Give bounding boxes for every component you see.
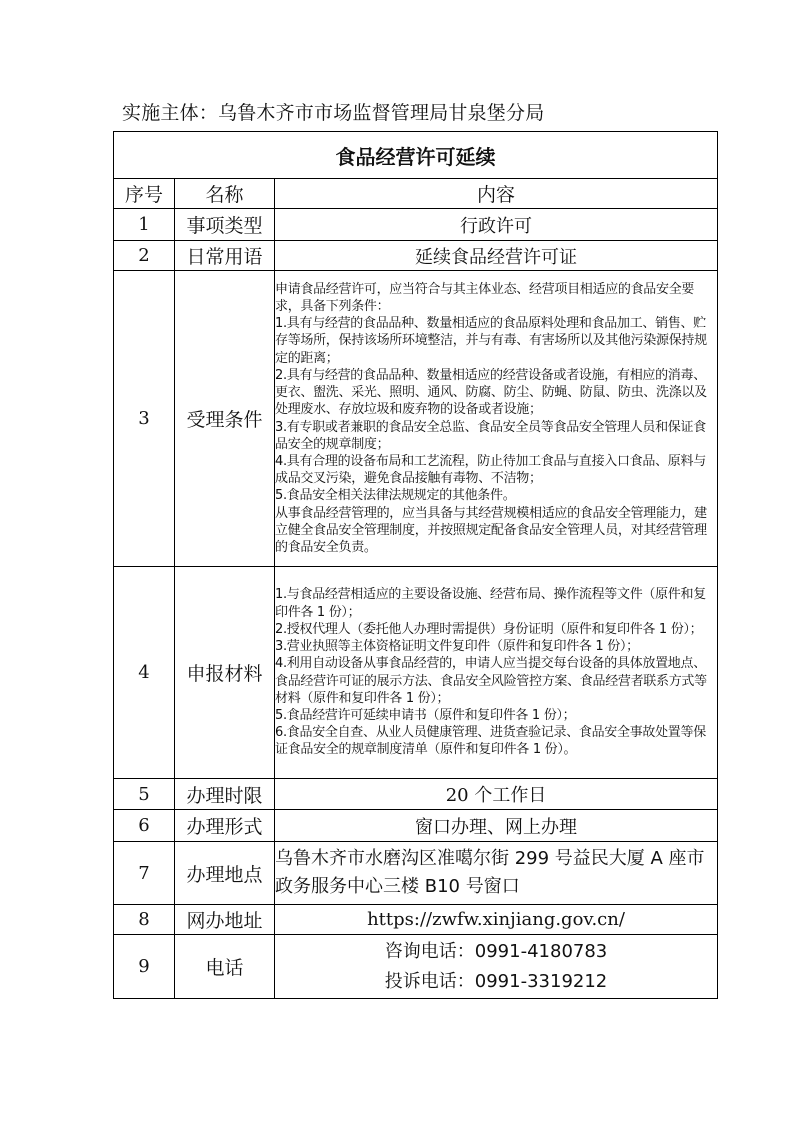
- material-item: 4.利用自动设备从事食品经营的，申请人应当提交每台设备的具体放置地点、食品经营许可证的展示方法、食品安全风险管控方案、食品经营者联系方式等材料（原件和复印件各 1 份）；: [275, 656, 707, 706]
- row-name: 事项类型: [175, 209, 275, 241]
- condition-paragraph: 从事食品经营管理的，应当具备与其经营规模相适应的食品安全管理能力，建立健全食品安全管理制度，并按照规定配备食品安全管理人员，对其经营管理的食品安全负责。: [275, 505, 707, 555]
- row-content: 20 个工作日: [275, 779, 718, 810]
- acceptance-conditions: [275, 271, 718, 567]
- condition-paragraph: 2.具有与经营的食品品种、数量相适应的经营设备或者设施，有相应的消毒、更衣、盥洗、采光、照明、通风、防腐、防尘、防蝇、防鼠、防虫、洗涤以及处理废水、存放垃圾和废弃物的设备或者设施；: [275, 367, 707, 418]
- complaint-phone: 投诉电话：0991-3319212: [384, 970, 608, 992]
- row-content: 延续食品经营许可证: [275, 241, 718, 271]
- condition-paragraph: 5.食品安全相关法律法规规定的其他条件。: [275, 488, 516, 504]
- condition-paragraph: 申请食品经营许可，应当符合与其主体业态、经营项目相适应的食品安全要求，具备下列条件：: [275, 281, 695, 315]
- row-name: 日常用语: [175, 241, 275, 271]
- table-row: [114, 271, 718, 567]
- row-name: 办理地点: [175, 842, 275, 905]
- row-number: 8: [114, 905, 175, 935]
- table-header-row: [114, 179, 718, 209]
- condition-paragraph: 1.具有与经营的食品品种、数量相适应的食品原料处理和食品加工、销售、贮存等场所，保持该场所环境整洁，并与有毒、有害场所以及其他污染源保持规定的距离；: [275, 316, 707, 366]
- row-content: 窗口办理、网上办理: [275, 810, 718, 842]
- row-name: 受理条件: [175, 271, 275, 567]
- material-item: 3.营业执照等主体资格证明文件复印件（原件和复印件各 1 份）；: [275, 639, 639, 655]
- material-item: 5.食品经营许可延续申请书（原件和复印件各 1 份）；: [275, 707, 576, 723]
- row-number: 1: [114, 209, 175, 241]
- row-content: 行政许可: [275, 209, 718, 241]
- material-item: 6.食品安全自查、从业人员健康管理、进货查验记录、食品安全事故处置等保证食品安全的规章制度清单（原件和复印件各 1 份）。: [275, 725, 706, 758]
- row-number: 3: [114, 271, 175, 567]
- column-header-content: 内容: [275, 179, 718, 209]
- material-item: 1.与食品经营相适应的主要设备设施、经营布局、操作流程等文件（原件和复印件各 1 份）；: [275, 587, 706, 620]
- condition-paragraph: 4.具有合理的设备布局和工艺流程，防止待加工食品与直接入口食品、原料与成品交叉污染，避免食品接触有毒物、不洁物；: [275, 453, 706, 487]
- table-row: [114, 905, 718, 935]
- table-row: [114, 779, 718, 810]
- service-location: 乌鲁木齐市水磨沟区准噶尔街 299 号益民大厦 A 座市政务服务中心三楼 B10 号窗口: [275, 842, 718, 905]
- consult-phone: 咨询电话：0991-4180783: [384, 940, 608, 962]
- row-number: 6: [114, 810, 175, 842]
- row-number: 5: [114, 779, 175, 810]
- table-title-row: [114, 132, 718, 179]
- service-info-table: [113, 131, 718, 999]
- row-number: 7: [114, 842, 175, 905]
- table-row: [114, 842, 718, 905]
- row-name: 网办地址: [175, 905, 275, 935]
- row-name: 办理时限: [175, 779, 275, 810]
- column-header-name: 名称: [175, 179, 275, 209]
- table-row: [114, 209, 718, 241]
- implementer-line: 实施主体：乌鲁木齐市市场监督管理局甘泉堡分局: [122, 102, 545, 124]
- phone-numbers: [275, 935, 718, 999]
- row-name: 申报材料: [175, 567, 275, 779]
- row-number: 4: [114, 567, 175, 779]
- column-header-number: 序号: [114, 179, 175, 209]
- material-item: 2.授权代理人（委托他人办理时需提供）身份证明（原件和复印件各 1 份）；: [275, 621, 703, 637]
- application-materials: [275, 567, 718, 779]
- table-row: [114, 567, 718, 779]
- row-number: 9: [114, 935, 175, 999]
- row-name: 办理形式: [175, 810, 275, 842]
- table-row: [114, 935, 718, 999]
- row-name: 电话: [175, 935, 275, 999]
- row-number: 2: [114, 241, 175, 271]
- online-service-url: https://zwfw.xinjiang.gov.cn/: [275, 905, 718, 935]
- table-row: [114, 241, 718, 271]
- condition-paragraph: 3.有专职或者兼职的食品安全总监、食品安全员等食品安全管理人员和保证食品安全的规章制度；: [275, 419, 706, 452]
- table-title: 食品经营许可延续: [114, 132, 718, 179]
- table-row: [114, 810, 718, 842]
